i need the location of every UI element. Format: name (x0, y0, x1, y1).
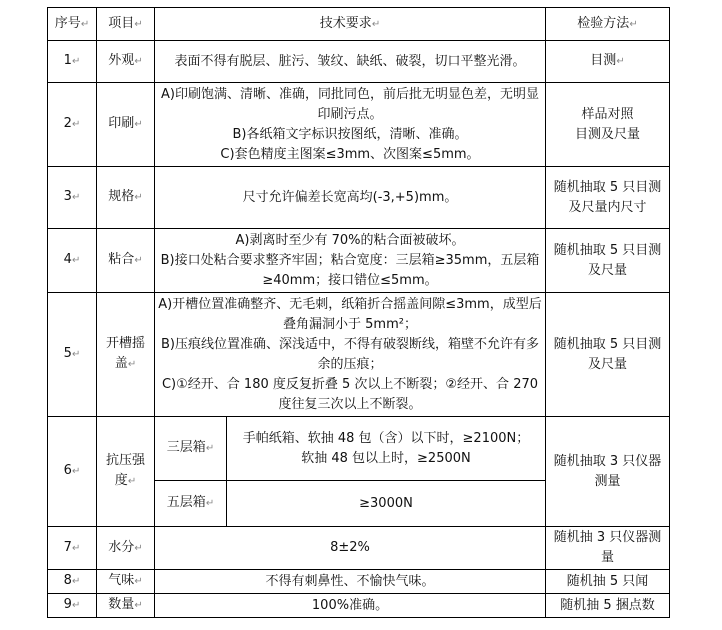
row-method: 随机抽 3 只仪器测量 (546, 527, 670, 570)
row-requirement: 不得有刺鼻性、不愉快气味。 (155, 570, 546, 594)
table-row (48, 167, 670, 229)
row-item: 水分↵ (97, 527, 155, 570)
row-requirement: A)开槽位置准确整齐、无毛刺，纸箱折合摇盖间隙≤3mm，成型后叠角漏洞小于 5mm²； B)压痕线位置准确、深浅适中，不得有破裂断线，箱壁不允许有多余的压痕； C)①经开、合 180 度反复折叠 5 次以上不断裂；②经开、合 270 度往复三次以上不断裂。 (155, 293, 546, 417)
row-method: 随机抽取 5 只目测及尺量 (546, 229, 670, 293)
row-method: 样品对照 目测及尺量 (546, 83, 670, 167)
row-method: 随机抽取 5 只目测及尺量内尺寸 (546, 167, 670, 229)
header-method: 检验方法↵ (546, 8, 670, 41)
table-row (48, 594, 670, 618)
table-row (48, 417, 670, 481)
row-requirement: 8±2% (155, 527, 546, 570)
row-method: 随机抽取 3 只仪器测量 (546, 417, 670, 527)
row-method: 目测↵ (546, 41, 670, 83)
row-requirement: 表面不得有脱层、脏污、皱纹、缺纸、破裂，切口平整光滑。 (155, 41, 546, 83)
row-item: 抗压强度↵ (97, 417, 155, 527)
row-item: 外观↵ (97, 41, 155, 83)
row-no: 2↵ (48, 83, 97, 167)
table-row (48, 41, 670, 83)
row-item: 粘合↵ (97, 229, 155, 293)
row-method: 随机抽 5 捆点数 (546, 594, 670, 618)
row-no: 3↵ (48, 167, 97, 229)
header-item: 项目↵ (97, 8, 155, 41)
header-item-text: 项目 (108, 15, 135, 31)
table-row (48, 293, 670, 417)
header-no-text: 序号 (54, 15, 81, 31)
table-row (48, 570, 670, 594)
table-row (48, 527, 670, 570)
header-row (48, 8, 670, 41)
sub-requirement: ≥3000N (227, 481, 546, 527)
row-no: 4↵ (48, 229, 97, 293)
row-method: 随机抽 5 只闻 (546, 570, 670, 594)
spec-table (47, 7, 670, 618)
sub-requirement: 手帕纸箱、软抽 48 包（含）以下时，≥2100N； 软抽 48 包以上时，≥2500N (227, 417, 546, 481)
header-method-text: 检验方法 (577, 15, 630, 31)
row-requirement: 尺寸允许偏差长宽高均(-3,+5)mm。 (155, 167, 546, 229)
sub-label: 五层箱↵ (155, 481, 227, 527)
header-requirement: 技术要求↵ (155, 8, 546, 41)
row-item: 规格↵ (97, 167, 155, 229)
row-item: 数量↵ (97, 594, 155, 618)
row-no: 9↵ (48, 594, 97, 618)
row-requirement: A)剥离时至少有 70%的粘合面被破坏。 B)接口处粘合要求整齐牢固；粘合宽度：三层箱≥35mm，五层箱≥40mm；接口错位≤5mm。 (155, 229, 546, 293)
row-no: 1↵ (48, 41, 97, 83)
sub-label: 三层箱↵ (155, 417, 227, 481)
row-no: 8↵ (48, 570, 97, 594)
row-no: 5↵ (48, 293, 97, 417)
row-no: 7↵ (48, 527, 97, 570)
header-requirement-text: 技术要求 (319, 15, 372, 31)
row-requirement: A)印刷饱满、清晰、准确，同批同色，前后批无明显色差，无明显印刷污点。 B)各纸箱文字标识按图纸，清晰、准确。 C)套色精度主图案≤3mm、次图案≤5mm。 (155, 83, 546, 167)
header-no: 序号↵ (48, 8, 97, 41)
row-requirement: 100%准确。 (155, 594, 546, 618)
table-row (48, 229, 670, 293)
row-item: 开槽摇盖↵ (97, 293, 155, 417)
row-item: 印刷↵ (97, 83, 155, 167)
row-no: 6↵ (48, 417, 97, 527)
row-method: 随机抽取 5 只目测及尺量 (546, 293, 670, 417)
row-item: 气味↵ (97, 570, 155, 594)
table-row (48, 83, 670, 167)
